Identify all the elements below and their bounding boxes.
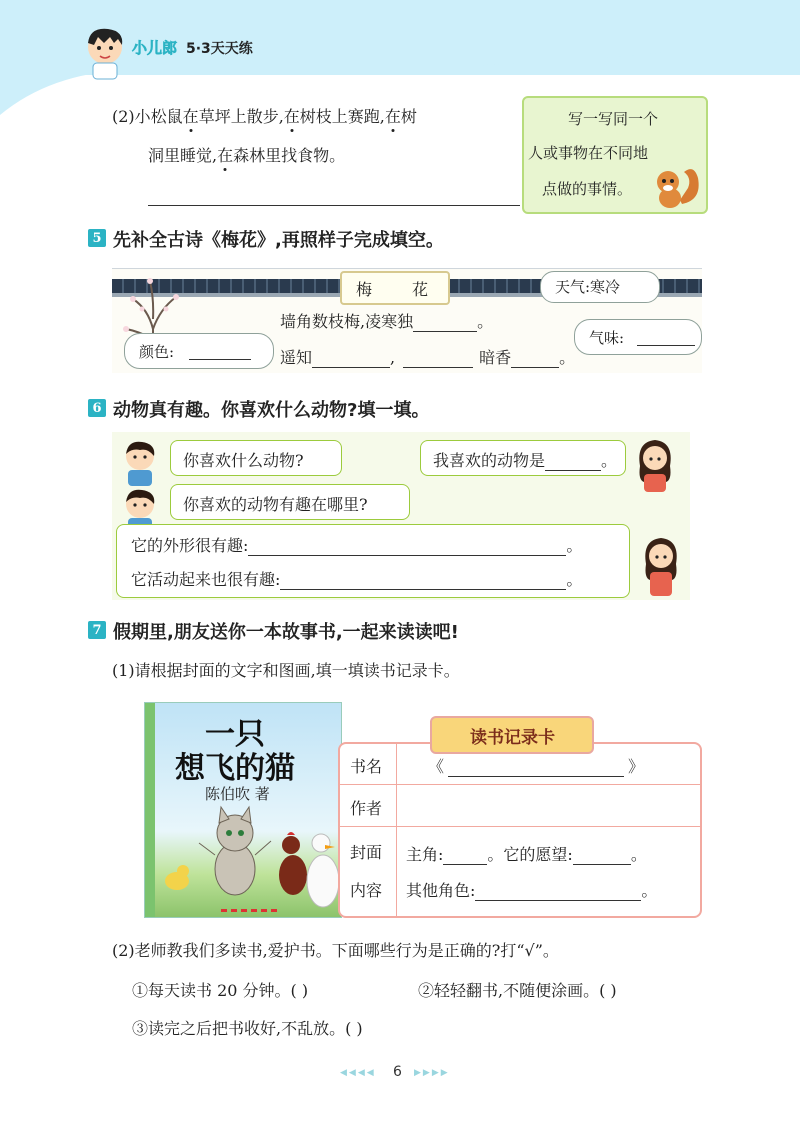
girl-avatar-icon: [638, 534, 684, 596]
text: 。: [630, 845, 647, 864]
q6-panel: [112, 432, 690, 600]
q5-title: 先补全古诗《梅花》,再照样子完成填空。: [113, 230, 444, 251]
ask1-text: 你喜欢什么动物?: [183, 451, 304, 470]
cat-rooster-ducks-illustration: [155, 803, 341, 915]
series-name: 5·3天天练: [186, 41, 253, 57]
main-role-blank[interactable]: [443, 863, 487, 865]
book-author: 陈伯吹 著: [205, 785, 270, 803]
activity-blank[interactable]: [280, 588, 566, 590]
tip-line: 人或事物在不同地: [528, 144, 649, 162]
card-divider: [340, 784, 700, 785]
card-name-label: 书名: [350, 757, 383, 776]
book-title-line2: 想飞的猫: [175, 751, 295, 786]
weather-bubble: [540, 271, 660, 303]
card-name-field: [428, 754, 644, 777]
others-blank[interactable]: [475, 899, 641, 901]
text: 草坪上散步,: [198, 107, 284, 126]
text: 树枝上赛跑,: [299, 107, 385, 126]
text: 。: [641, 881, 658, 900]
ask2-text: 你喜欢的动物有趣在哪里?: [183, 495, 368, 514]
card-content-label: 内容: [350, 881, 383, 900]
poem-blank-1[interactable]: [413, 330, 477, 332]
card-title: 读书记录卡: [470, 728, 555, 748]
q7-sub1: (1)请根据封面的文字和图画,填一填读书记录卡。: [112, 661, 460, 680]
text: 遥知: [280, 348, 313, 367]
main-role-line: [406, 842, 647, 865]
poem-blank-4[interactable]: [511, 366, 559, 368]
q6-title: 动物真有趣。你喜欢什么动物?填一填。: [113, 400, 430, 421]
book-name-blank[interactable]: [448, 775, 624, 777]
poem-blank-2[interactable]: [312, 366, 390, 368]
footer-left-arrows: ◀◀◀◀: [340, 1068, 376, 1078]
card-divider: [340, 826, 700, 827]
poem-title-char: 梅: [356, 280, 373, 299]
girl-avatar-icon: [632, 436, 678, 492]
q4-item2-line1: [112, 104, 417, 127]
smell-label: 气味:: [589, 329, 625, 347]
color-blank[interactable]: [189, 358, 251, 360]
dotted-char: 在: [217, 146, 234, 165]
dotted-char: 在: [283, 107, 300, 126]
answer1-bubble: [420, 440, 626, 476]
card-author-label: 作者: [350, 799, 383, 818]
reading-card: [338, 742, 702, 918]
squirrel-icon: [644, 164, 704, 210]
card-title-ribbon: [430, 716, 594, 754]
boy-mascot-icon: [80, 25, 130, 80]
q4-tip-box: [522, 96, 708, 214]
answer2-bubble: [116, 524, 630, 598]
text: 。: [477, 312, 494, 331]
page-number: 6: [393, 1064, 402, 1080]
book-title-line1: 一只: [205, 717, 265, 752]
q6-number: 6: [88, 399, 106, 417]
q4-item2-line2: [148, 143, 345, 166]
q5-poem-panel: [112, 268, 702, 373]
dotted-char: 在: [182, 107, 199, 126]
text: 我喜欢的动物是: [433, 451, 546, 470]
answer1-line: [433, 448, 617, 471]
text: 洞里睡觉,: [148, 146, 218, 165]
poem-title-char: 花: [412, 280, 429, 299]
book-spine: [145, 703, 155, 917]
dotted-char: 在: [384, 107, 401, 126]
answer2b-line: [131, 567, 582, 590]
poem-line1-text: 墙角数枝梅,凌寒独: [280, 312, 414, 331]
q7-title: 假期里,朋友送你一本故事书,一起来读读吧!: [113, 622, 459, 643]
answer2a-line: [131, 533, 582, 556]
card-cover-label: 封面: [350, 843, 383, 862]
text: 森林里找食物。: [233, 146, 346, 165]
text: 。: [566, 570, 583, 589]
poem-line2: [280, 345, 575, 368]
q7-number: 7: [88, 621, 106, 639]
text: 暗香: [479, 348, 512, 367]
brand-name: 小儿郎: [132, 39, 178, 57]
weather-text: 天气:寒冷: [555, 278, 621, 296]
color-bubble: [124, 333, 274, 369]
text: 主角:: [406, 845, 444, 864]
text: 它的外形很有趣:: [131, 536, 249, 555]
q7-option2[interactable]: ②轻轻翻书,不随便涂画。( ): [418, 981, 617, 1000]
text: 。: [566, 536, 583, 555]
poem-blank-3[interactable]: [403, 366, 473, 368]
smell-blank[interactable]: [637, 344, 695, 346]
others-line: [406, 878, 657, 901]
footer-right-arrows: ▶▶▶▶: [414, 1068, 450, 1078]
text: 它活动起来也很有趣:: [131, 570, 281, 589]
poem-title-box: [340, 271, 450, 305]
q7-option3[interactable]: ③读完之后把书收好,不乱放。( ): [132, 1019, 363, 1038]
text: 树: [400, 107, 417, 126]
text: 。它的愿望:: [487, 845, 573, 864]
q7-sub2: (2)老师教我们多读书,爱护书。下面哪些行为是正确的?打“√”。: [112, 941, 559, 960]
shape-blank[interactable]: [248, 554, 566, 556]
ask1-bubble: [170, 440, 342, 476]
q4-answer-line[interactable]: [148, 205, 520, 206]
color-label: 颜色:: [139, 343, 175, 361]
text: 。: [559, 348, 576, 367]
tip-line: 点做的事情。: [542, 180, 633, 198]
text: 其他角色:: [406, 881, 476, 900]
wish-blank[interactable]: [573, 863, 631, 865]
text: 》: [628, 757, 645, 776]
text: (2)小松鼠: [112, 107, 183, 126]
boy-avatar-icon: [120, 438, 160, 486]
poem-line1: [280, 309, 493, 332]
text: 。: [601, 451, 618, 470]
text: ,: [390, 348, 396, 367]
smell-bubble: [574, 319, 702, 355]
book-footer-dots: [221, 909, 281, 912]
text: 《: [428, 757, 445, 776]
tip-line: 写一写同一个: [568, 110, 659, 128]
animal-blank[interactable]: [545, 469, 601, 471]
q5-number: 5: [88, 229, 106, 247]
book-cover: [144, 702, 342, 918]
ask2-bubble: [170, 484, 410, 520]
q7-option1[interactable]: ①每天读书 20 分钟。( ): [132, 981, 309, 1000]
